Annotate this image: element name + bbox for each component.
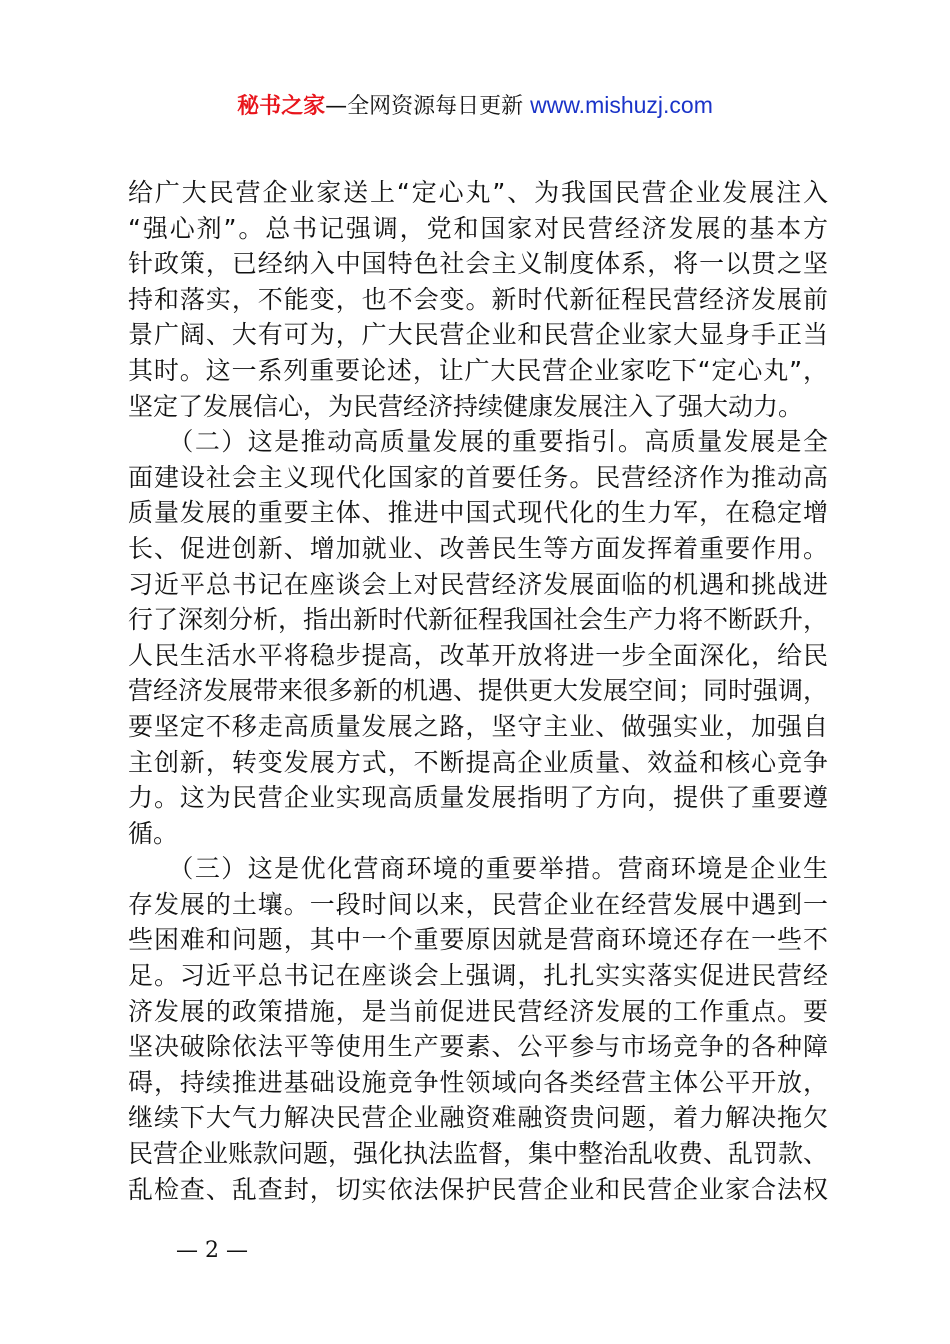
text-line: 面建设社会主义现代化国家的首要任务。民营经济作为推动高 [128,462,828,492]
text-line: 质量发展的重要主体、推进中国式现代化的生力军，在稳定增 [128,498,828,528]
site-url[interactable]: www.mishuzj.com [530,92,713,118]
text-line: 乱检查、乱查封，切实依法保护民营企业和民营企业家合法权 [128,1174,828,1204]
text-line: 要坚定不移走高质量发展之路，坚守主业、做强实业，加强自 [128,711,828,741]
text-line: 针政策，已经纳入中国特色社会主义制度体系，将一以贯之坚 [128,249,828,279]
text-line: 坚定了发展信心，为民营经济持续健康发展注入了强大动力。 [128,391,804,421]
text-line: 坚决破除依法平等使用生产要素、公平参与市场竞争的各种障 [128,1032,828,1062]
text-line: 行了深刻分析，指出新时代新征程我国社会生产力将不断跃升， [128,605,829,635]
text-line: 足。习近平总书记在座谈会上强调，扎扎实实落实促进民营经 [128,961,828,991]
text-line: 些困难和问题，其中一个重要原因就是营商环境还存在一些不 [128,925,828,955]
text-line: 主创新，转变发展方式，不断提高企业质量、效益和核心竞争 [128,747,828,777]
text-line: 循。 [128,818,179,848]
brand-name: 秘书之家 [237,94,326,119]
text-line: 碍，持续推进基础设施竞争性领域向各类经营主体公平开放， [128,1067,828,1097]
text-line: 持和落实，不能变，也不会变。新时代新征程民营经济发展前 [128,284,828,314]
text-line: 习近平总书记在座谈会上对民营经济发展面临的机遇和挑战进 [128,569,828,599]
document-body [128,175,828,1207]
text-line: 给广大民营企业家送上“定心丸”、为我国民营企业发展注入 [128,178,828,207]
page-number: — 2 — [176,1238,248,1263]
text-line: 营经济发展带来很多新的机遇、提供更大发展空间；同时强调， [128,676,829,706]
text-line: 存发展的土壤。一段时间以来，民营企业在经营发展中遇到一 [128,889,828,919]
text-line: （三）这是优化营商环境的重要举措。营商环境是企业生 [128,854,828,884]
text-line: 力。这为民营企业实现高质量发展指明了方向，提供了重要遵 [128,783,828,813]
text-line: （二）这是推动高质量发展的重要指引。高质量发展是全 [128,427,828,457]
text-line: 长、促进创新、增加就业、改善民生等方面发挥着重要作用。 [128,533,828,563]
text-line: 民营企业账款问题，强化执法监督，集中整治乱收费、乱罚款、 [128,1139,829,1169]
text-line: 景广阔、大有可为，广大民营企业和民营企业家大显身手正当 [128,320,828,350]
text-line: 其时。这一系列重要论述，让广大民营企业家吃下“定心丸”， [128,355,828,385]
text-line: 人民生活水平将稳步提高，改革开放将进一步全面深化，给民 [128,640,828,670]
header-tagline: —全网资源每日更新 [325,94,531,119]
text-line: “强心剂”。总书记强调，党和国家对民营经济发展的基本方 [128,213,828,243]
text-line: 济发展的政策措施，是当前促进民营经济发展的工作重点。要 [128,996,828,1026]
text-line: 继续下大气力解决民营企业融资难融资贵问题，着力解决拖欠 [128,1103,828,1133]
site-header [0,88,950,124]
